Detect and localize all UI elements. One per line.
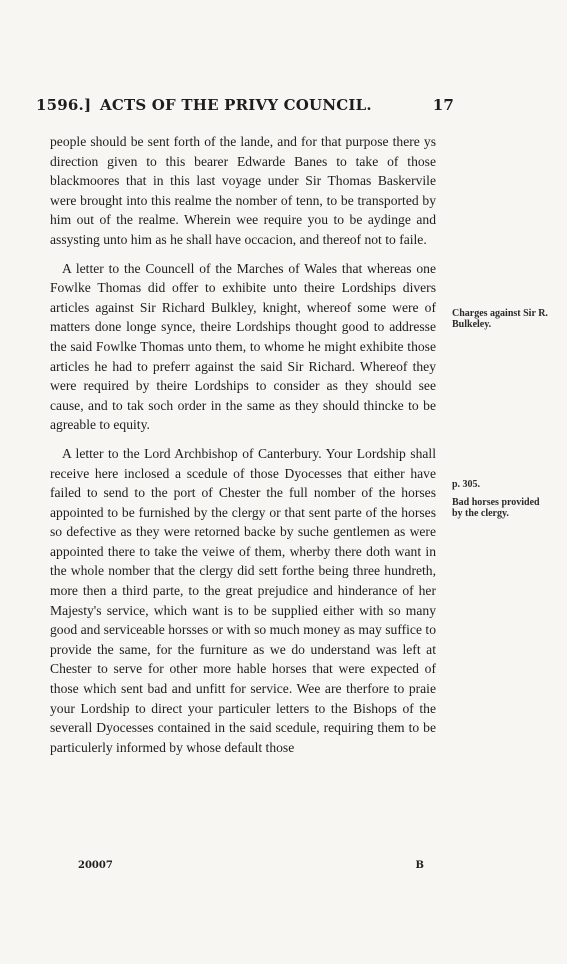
sidenote-bad-horses: Bad horses provided by the clergy.	[452, 497, 540, 519]
header-title: ACTS OF THE PRIVY COUNCIL.	[100, 96, 372, 114]
paragraph-archbishop: A letter to the Lord Archbishop of Canterbury. Your Lordship shall receive here inclosed a scedule of those Dyocesses that either have failed to send to the port of Chester the full nomber of the horses appointed to be furnished by the clergy or that sent parte of the horses so defective as they were retorned backe by suche gentlemen as were appointed there to take the veiwe of them, wherby there doth want in the whole nomber that the clergy did sett forthe being three hundreth, more then a third parte, to the great prejudice and hinderance of her Majesty's service, which want is to be supplied either with so many good and serviceable horsses or with so much money as may suffice to provide the same, for the furniture as we do understand was left at Chester to serve for other more hable horses that were expected of those which sent bad and unfitt for service. Wee are therfore to praie your Lordship to direct your particuler letters to the Bishops of the severall Dyocesses contained in the said scedule, requiring them to be particulerly informed by whose default those	[50, 445, 436, 755]
sidenote-charges: Charges against Sir R. Bulkeley.	[452, 308, 548, 330]
printer-number: 20007	[78, 860, 113, 871]
page-number: 17	[432, 96, 454, 114]
body-text	[50, 132, 436, 766]
header-year: 1596.]	[36, 96, 92, 114]
paragraph-marches-of-wales: A letter to the Councell of the Marches of Wales that whereas one Fowlke Thomas did offer to exhibite unto theire Lordships divers articles against Sir Richard Bulkley, knight, whereof some were of matters done longe synce, theire Lordships thought good to addresse the said Fowlke Thomas unto them, to whome he might exhibite those articles he had to preferr against the said Sir Richard. Whereof they were required by theire Lordships to consider as they should see cause, and to tak soch order in the same as they should thincke to be agreable to equity.	[50, 260, 436, 433]
paragraph-continuation: people should be sent forth of the lande, and for that purpose there ys direction given to this bearer Edwarde Banes to take of those blackmoores that in this last voyage under Sir Thomas Baskervile were brought into this realme the nomber of tenn, to be transported by him out of the realme. Wherein wee require you to be aydinge and assysting unto him as he shall have occacion, and thereof not to faile.	[50, 134, 436, 247]
signature-mark: B	[415, 860, 424, 871]
sidenote-page-ref: p. 305.	[452, 479, 481, 490]
